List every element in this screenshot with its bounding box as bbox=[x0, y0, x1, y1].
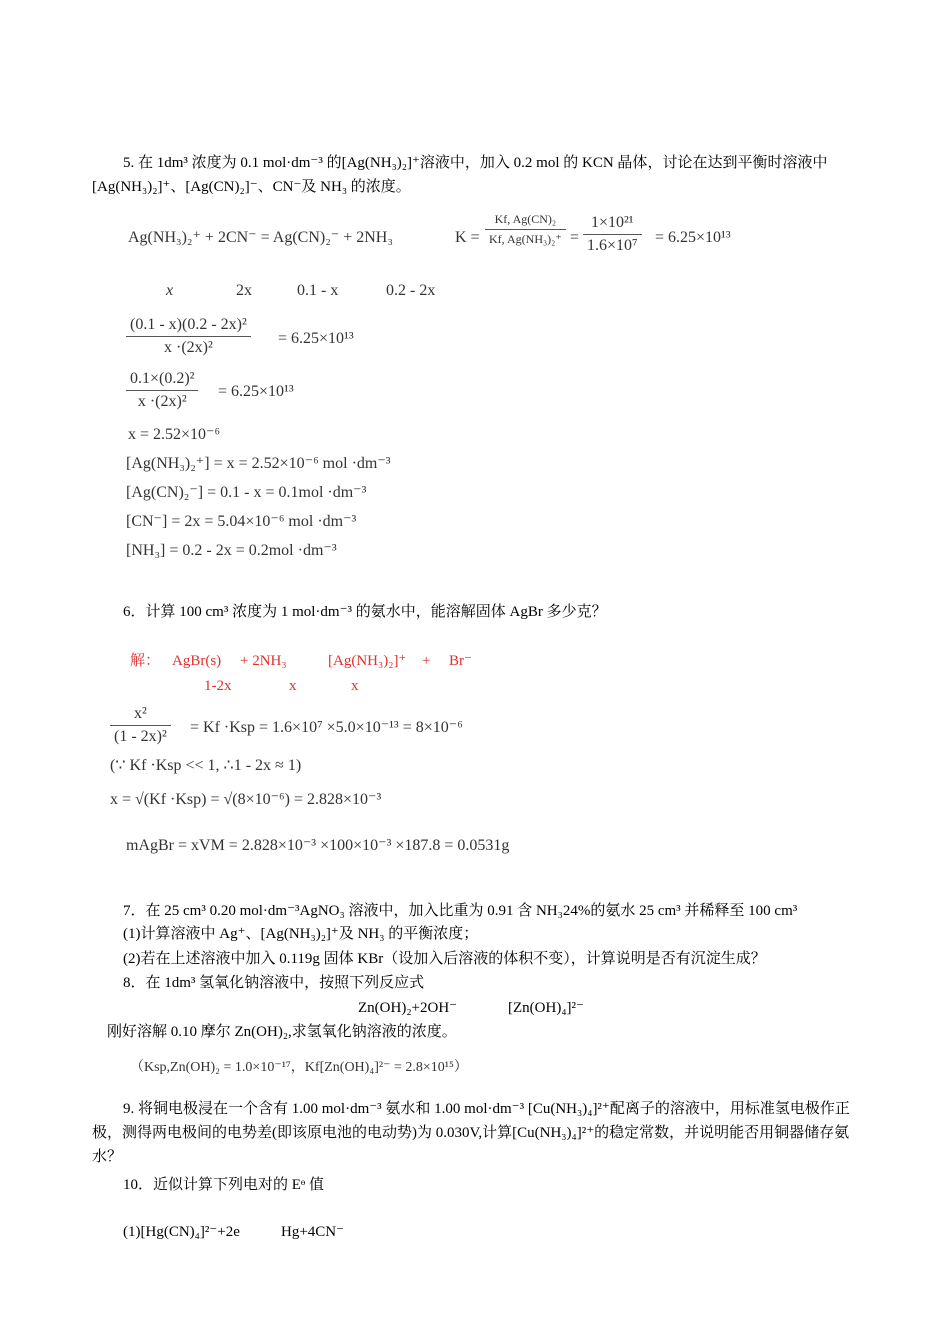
q10-line1: 10．近似计算下列电对的 Eᶱ 值 bbox=[123, 1177, 324, 1193]
q6-sol-label: 解： bbox=[130, 653, 161, 669]
q6-eq1-fraction bbox=[110, 705, 171, 746]
q5-c1: [Ag(NH₃)₂⁺] = x = 2.52×10⁻⁶ mol ·dm⁻³ bbox=[126, 455, 391, 472]
q5-eq2-den: x ·(2x)² bbox=[137, 393, 187, 410]
q5-c2: [Ag(CN)₂⁻] = 0.1 - x = 0.1mol ·dm⁻³ bbox=[126, 484, 367, 501]
q5-x-result: x = 2.52×10⁻⁶ bbox=[128, 426, 221, 443]
q5-row-x: x bbox=[166, 282, 174, 299]
q5-eq2-num: 0.1×(0.2)² bbox=[126, 370, 198, 391]
q10-item1-right: Hg+4CN⁻ bbox=[281, 1224, 345, 1240]
q6-sol-r3: x bbox=[351, 678, 359, 694]
q7-line1: 7．在 25 cm³ 0.20 mol·dm⁻³AgNO₃ 溶液中，加入比重为 0.91 含 NH₃24%的氨水 25 cm³ 并稀释至 100 cm³ bbox=[123, 903, 798, 919]
q8-line2: 刚好溶解 0.10 摩尔 Zn(OH)₂,求氢氧化钠溶液的浓度。 bbox=[107, 1024, 457, 1040]
q5-k-num: Kf, Ag(CN)₂ bbox=[485, 212, 566, 230]
q5-c4: [NH₃] = 0.2 - 2x = 0.2mol ·dm⁻³ bbox=[126, 542, 337, 559]
q6-x-eq: x = √(Kf ·Ksp) = √(8×10⁻⁶) = 2.828×10⁻³ bbox=[110, 791, 382, 808]
q5-k-eq: = bbox=[570, 229, 580, 246]
q6-sol-r1: 1-2x bbox=[204, 678, 232, 694]
q8-reaction-left: Zn(OH)₂+2OH⁻ bbox=[358, 1000, 458, 1016]
q5-eq2-rhs: = 6.25×10¹³ bbox=[218, 383, 294, 400]
q5-reaction: Ag(NH₃)₂⁺ + 2CN⁻ = Ag(CN)₂⁻ + 2NH₃ bbox=[128, 229, 393, 246]
q5-eq2-fraction bbox=[126, 370, 198, 411]
q6-eq1-num: x² bbox=[110, 705, 171, 726]
q5-k-mid-fraction bbox=[583, 214, 642, 255]
q10-item1-left: (1)[Hg(CN)₄]²⁻+2e bbox=[123, 1224, 240, 1240]
q6-approx: (∵ Kf ·Ksp << 1, ∴1 - 2x ≈ 1) bbox=[110, 757, 302, 774]
q5-eq1-rhs: = 6.25×10¹³ bbox=[278, 330, 354, 347]
q8-constants: （Ksp,Zn(OH)₂ = 1.0×10⁻¹⁷，Kf[Zn(OH)₄]²⁻ = 2.8×10¹⁵） bbox=[130, 1060, 468, 1075]
q6-m-eq: mAgBr = xVM = 2.828×10⁻³ ×100×10⁻³ ×187.8 = 0.0531g bbox=[126, 837, 510, 854]
q6-sol-reactant: AgBr(s) bbox=[172, 653, 222, 669]
q5-row-022x: 0.2 - 2x bbox=[386, 282, 436, 299]
q5-eq1-den: x ·(2x)² bbox=[163, 339, 213, 356]
q6-sol-r2: x bbox=[289, 678, 297, 694]
q5-row-01x: 0.1 - x bbox=[297, 282, 339, 299]
q5-k-label: K = bbox=[455, 229, 480, 246]
q5-k-mid-num: 1×10²¹ bbox=[583, 214, 642, 235]
q5-k-mid-den: 1.6×10⁷ bbox=[587, 237, 638, 254]
q6-eq1-den: (1 - 2x)² bbox=[114, 728, 167, 745]
q6-sol-plus: + bbox=[422, 653, 431, 669]
q8-line1: 8．在 1dm³ 氢氧化钠溶液中，按照下列反应式 bbox=[123, 975, 425, 991]
q5-row-2x: 2x bbox=[236, 282, 252, 299]
q5-eq1-fraction bbox=[126, 316, 251, 357]
q5-k-value: = 6.25×10¹³ bbox=[655, 229, 731, 246]
q6-sol-product: [Ag(NH₃)₂]⁺ bbox=[328, 653, 407, 669]
q7-line3: (2)若在上述溶液中加入 0.119g 固体 KBr（设加入后溶液的体积不变），计算说明是否有沉淀生成？ bbox=[123, 951, 766, 967]
q5-c3: [CN⁻] = 2x = 5.04×10⁻⁶ mol ·dm⁻³ bbox=[126, 513, 357, 530]
q5-paragraph: 5. 在 1dm³ 浓度为 0.1 mol·dm⁻³ 的[Ag(NH₃)₂]⁺溶液中，加入 0.2 mol 的 KCN 晶体，讨论在达到平衡时溶液中[Ag(NH₃)₂]⁺、[Ag(CN)₂]⁻、CN⁻及 NH₃ 的浓度。 bbox=[92, 155, 828, 195]
q6-sol-arrow: + 2NH₃ bbox=[240, 653, 287, 669]
q7-line2: (1)计算溶液中 Ag⁺、[Ag(NH₃)₂]⁺及 NH₃ 的平衡浓度； bbox=[123, 926, 479, 942]
q6-paragraph: 6．计算 100 cm³ 浓度为 1 mol·dm⁻³ 的氨水中，能溶解固体 AgBr 多少克？ bbox=[123, 604, 607, 620]
q5-eq1-num: (0.1 - x)(0.2 - 2x)² bbox=[126, 316, 251, 337]
q6-eq1-rhs: = Kf ·Ksp = 1.6×10⁷ ×5.0×10⁻¹³ = 8×10⁻⁶ bbox=[190, 719, 463, 736]
q8-reaction-right: [Zn(OH)₄]²⁻ bbox=[508, 1000, 584, 1016]
q5-k-fraction bbox=[485, 212, 566, 247]
q5-k-den: Kf, Ag(NH₃)₂⁺ bbox=[489, 232, 562, 246]
q6-sol-br: Br⁻ bbox=[449, 653, 472, 669]
q9-paragraph: 9. 将铜电极浸在一个含有 1.00 mol·dm⁻³ 氨水和 1.00 mol·dm⁻³ [Cu(NH₃)₄]²⁺配离子的溶液中，用标准氢电极作正极，测得两电极间的电势差(即该原电池的电动势)为 0.030V,计算[Cu(NH₃)₄]²⁺的稳定常数，并说明能否用铜器储存氨水？ bbox=[92, 1101, 850, 1165]
